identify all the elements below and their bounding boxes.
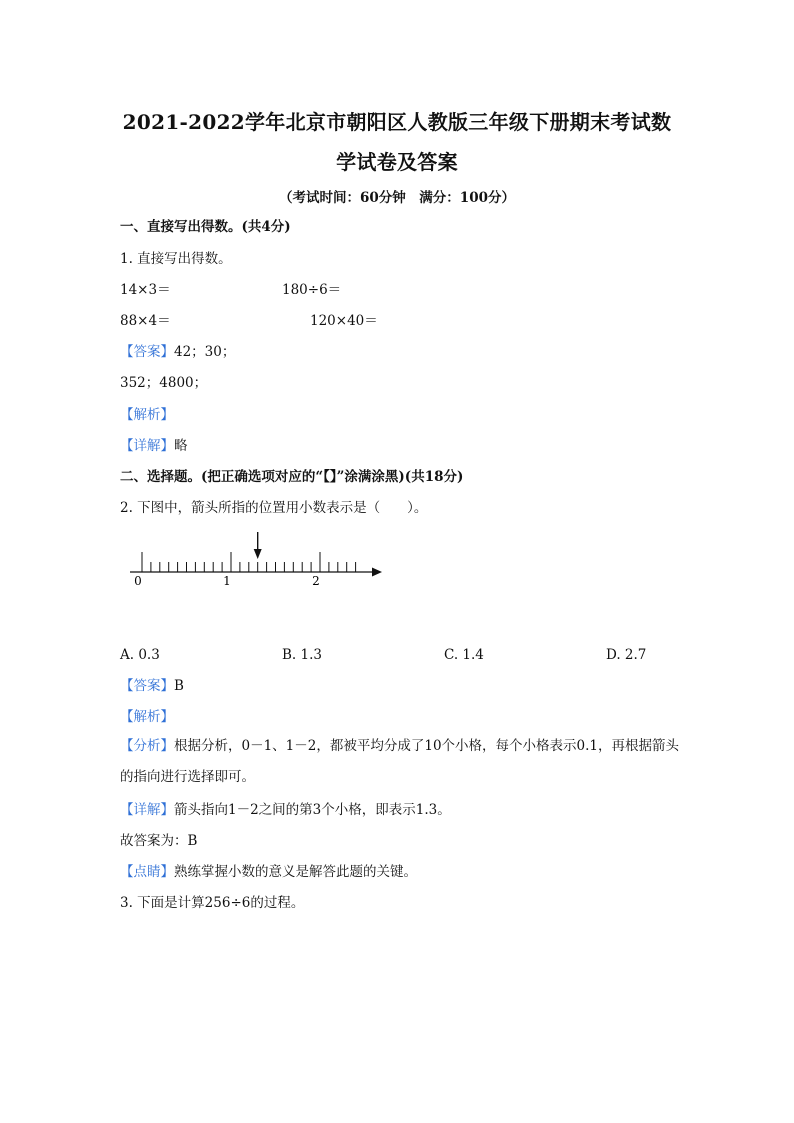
answer-tag: 【答案】	[120, 344, 174, 360]
q2-detail	[120, 801, 451, 819]
document-title-line-1: 2021-2022学年北京市朝阳区人教版三年级下册期末考试数	[122, 110, 672, 134]
q1-answer-line-2: 352；4800；	[120, 375, 208, 391]
pointer-arrow-icon	[254, 532, 262, 559]
q1-item-2: 180÷6＝	[282, 282, 342, 298]
question-2-stem: 2. 下图中，箭头所指的位置用小数表示是（ ）。	[120, 500, 428, 516]
number-line-label-1: 1	[223, 574, 231, 588]
question-1-stem: 1. 直接写出得数。	[120, 251, 232, 267]
option-d[interactable]: D. 2.7	[606, 647, 647, 663]
number-line-label-0: 0	[134, 574, 142, 588]
number-line-ticks	[142, 552, 356, 572]
q2-conclusion: 故答案为：B	[120, 833, 198, 849]
q2-dianjing	[120, 863, 417, 881]
q1-analysis-tag: 【解析】	[120, 407, 174, 423]
q2-analysis-tag: 【解析】	[120, 709, 174, 725]
answer-text: 42；30；	[174, 344, 236, 360]
option-a[interactable]: A. 0.3	[120, 647, 160, 663]
fenxi-text: 根据分析，0－1、1－2，都被平均分成了10个小格，每个小格表示0.1，再根据箭头的指向进行选择即可。	[120, 738, 680, 785]
q1-answer	[120, 343, 235, 361]
axis-arrowhead-icon	[372, 568, 382, 577]
question-3-stem: 3. 下面是计算256÷6的过程。	[120, 895, 305, 911]
q1-item-1: 14×3＝	[120, 282, 171, 298]
exam-info: （考试时间：60分钟 满分：100分）	[279, 190, 515, 206]
detail-text: 箭头指向1－2之间的第3个小格，即表示1.3。	[174, 802, 451, 818]
answer-tag: 【答案】	[120, 678, 174, 694]
section-1-heading: 一、直接写出得数。(共4分)	[120, 219, 291, 235]
dianjing-text: 熟练掌握小数的意义是解答此题的关键。	[174, 864, 417, 880]
dianjing-tag: 【点睛】	[120, 864, 174, 880]
detail-tag: 【详解】	[120, 802, 174, 818]
option-b[interactable]: B. 1.3	[282, 647, 322, 663]
q2-answer	[120, 677, 184, 695]
number-line-label-2: 2	[312, 574, 320, 588]
answer-text: B	[174, 678, 184, 694]
option-c[interactable]: C. 1.4	[444, 647, 484, 663]
detail-text: 略	[174, 438, 188, 454]
q1-item-4: 120×40＝	[310, 313, 378, 329]
fenxi-tag: 【分析】	[120, 738, 174, 754]
q2-fenxi	[120, 731, 680, 793]
document-title-line-2: 学试卷及答案	[336, 150, 458, 174]
detail-tag: 【详解】	[120, 438, 174, 454]
q1-detail	[120, 437, 188, 455]
section-2-heading: 二、选择题。(把正确选项对应的“【】”涂满涂黑)(共18分)	[120, 469, 464, 485]
number-line-figure	[130, 530, 400, 590]
q1-item-3: 88×4＝	[120, 313, 171, 329]
